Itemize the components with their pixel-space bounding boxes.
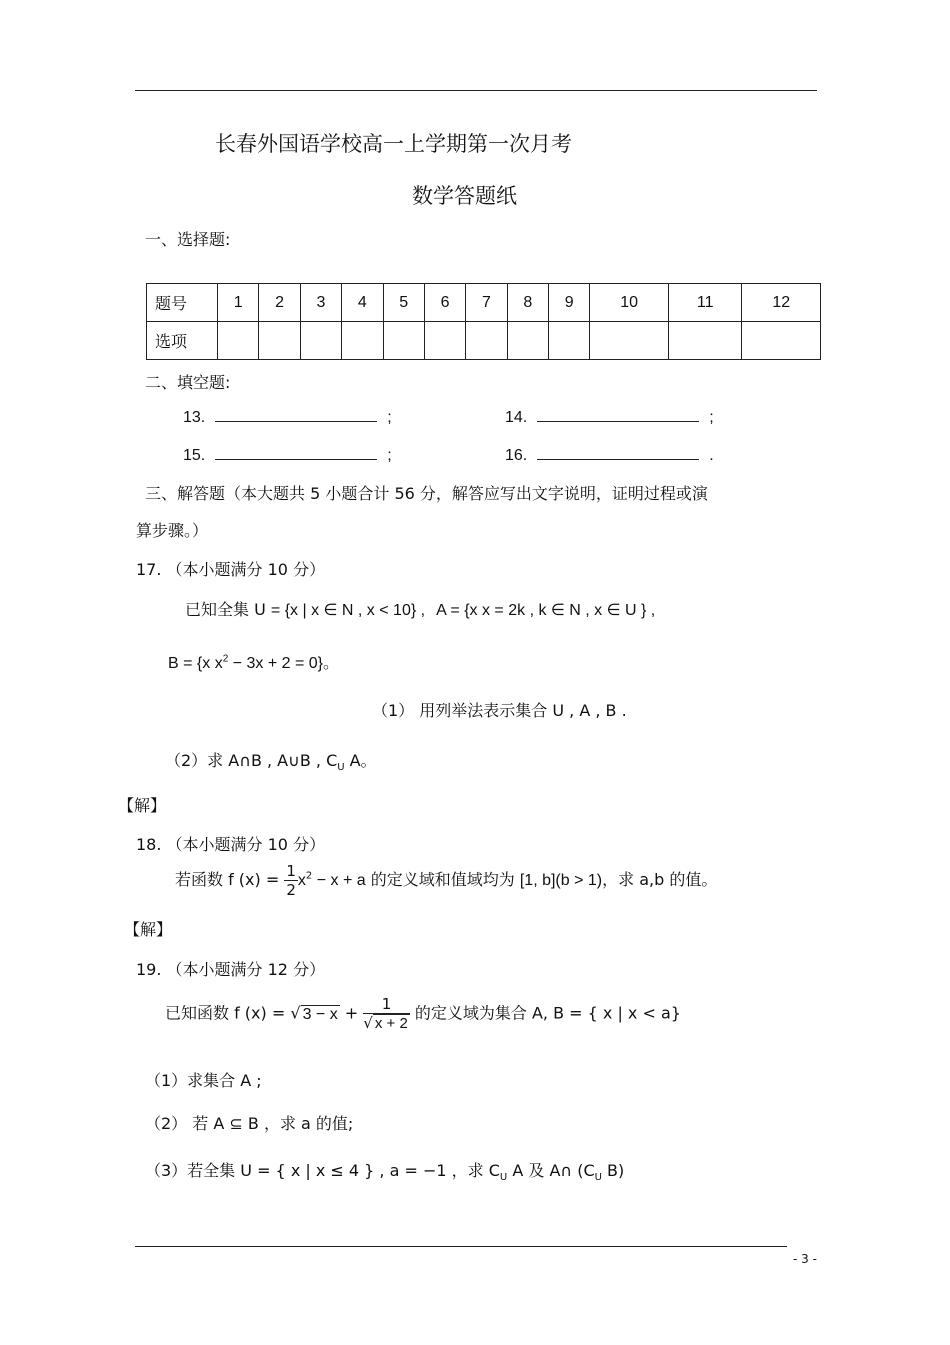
question-number: 11 bbox=[668, 284, 742, 322]
fraction-denominator-expr: x + 2 bbox=[374, 1015, 408, 1032]
q18-condition: (b > 1) bbox=[555, 872, 603, 889]
exponent: 2 bbox=[305, 870, 313, 882]
answer-cell[interactable] bbox=[668, 322, 742, 360]
q17-line2 bbox=[168, 650, 339, 673]
q17-set-a: A = {x x = 2k , k ∈ N , x ∈ U } , bbox=[436, 602, 656, 619]
blank-end: ; bbox=[709, 409, 714, 426]
question-number: 7 bbox=[466, 284, 507, 322]
blank-number: 14. bbox=[505, 409, 528, 426]
blank-line[interactable] bbox=[537, 407, 699, 422]
q19-part3 bbox=[145, 1158, 624, 1183]
table-row-label: 题号 bbox=[147, 284, 218, 322]
blank-end: . bbox=[709, 447, 714, 464]
q19-part3-c: (C bbox=[572, 1161, 595, 1180]
q17-set-b: B = {x x bbox=[168, 655, 223, 672]
subscript: U bbox=[594, 1172, 602, 1184]
q17-set-u: = {x | x ∈ N , x < 10} , bbox=[270, 602, 426, 619]
intersection-symbol: ∩ bbox=[560, 1161, 573, 1180]
q17-part2 bbox=[165, 748, 377, 773]
q17-set-b-rest: − 3x + 2 = 0}。 bbox=[228, 655, 340, 672]
union-symbol: ∪ bbox=[288, 751, 300, 770]
question-number: 6 bbox=[424, 284, 465, 322]
bottom-rule bbox=[135, 1246, 787, 1247]
q18-expr-rest: − x + a bbox=[312, 872, 366, 889]
fill-blank-14 bbox=[505, 407, 714, 427]
blank-number: 13. bbox=[183, 409, 206, 426]
q19-part3-d: B) bbox=[601, 1161, 625, 1180]
section1-heading: 一、选择题: bbox=[145, 230, 231, 249]
fill-blank-16 bbox=[505, 445, 714, 465]
question-number: 3 bbox=[300, 284, 341, 322]
fraction bbox=[363, 995, 410, 1033]
table-row bbox=[147, 284, 821, 322]
q19-part1: （1）求集合 A ; bbox=[145, 1071, 262, 1090]
answer-table bbox=[146, 283, 821, 360]
q17-part1: （1） 用列举法表示集合 U , A , B . bbox=[372, 701, 627, 720]
answer-cell[interactable] bbox=[383, 322, 424, 360]
q17-line1 bbox=[185, 597, 655, 620]
sqrt-icon: √ bbox=[363, 1014, 373, 1032]
answer-cell[interactable] bbox=[259, 322, 300, 360]
fill-blank-13 bbox=[183, 407, 392, 427]
q17-part2-c: B , C bbox=[299, 751, 338, 770]
q19-part2: （2） 若 A ⊆ B ，求 a 的值; bbox=[145, 1114, 354, 1133]
question-number: 5 bbox=[383, 284, 424, 322]
question-number: 4 bbox=[342, 284, 383, 322]
fraction-numerator: 1 bbox=[363, 995, 410, 1014]
answer-cell[interactable] bbox=[424, 322, 465, 360]
answer-cell[interactable] bbox=[507, 322, 548, 360]
answer-cell[interactable] bbox=[590, 322, 669, 360]
q19-tail: 的定义域为集合 A, B = { x | x < a} bbox=[409, 1003, 681, 1023]
q19-title: 19. （本小题满分 12 分） bbox=[136, 960, 326, 979]
q19-sqrt-expr: 3 − x bbox=[302, 1005, 338, 1023]
table-row-label: 选项 bbox=[147, 322, 218, 360]
q19-plus: + bbox=[339, 1003, 364, 1023]
answer-cell[interactable] bbox=[466, 322, 507, 360]
section3-heading-cont: 算步骤。） bbox=[136, 521, 209, 540]
q19-body bbox=[165, 995, 681, 1033]
section2-heading: 二、填空题: bbox=[145, 373, 231, 392]
q18-solution-label: 【解】 bbox=[124, 920, 173, 939]
answer-cell[interactable] bbox=[342, 322, 383, 360]
question-number: 8 bbox=[507, 284, 548, 322]
sqrt-icon: √ bbox=[290, 1003, 301, 1023]
fraction-denominator: 2 bbox=[286, 881, 296, 899]
section3-heading: 三、解答题（本大题共 5 小题合计 56 分，解答应写出文字说明，证明过程或演 bbox=[145, 484, 708, 503]
fraction bbox=[284, 862, 298, 899]
fraction-denominator bbox=[363, 1014, 410, 1033]
fraction-numerator: 1 bbox=[286, 862, 296, 880]
q18-body bbox=[175, 862, 717, 899]
blank-end: ; bbox=[387, 447, 392, 464]
page-subtitle: 数学答题纸 bbox=[412, 184, 517, 208]
q17-solution-label: 【解】 bbox=[118, 796, 167, 815]
q18-intro: 若函数 f (x) = bbox=[175, 870, 280, 889]
q19-intro: 已知函数 f (x) = bbox=[165, 1003, 286, 1023]
intersection-symbol: ∩ bbox=[239, 751, 251, 770]
blank-line[interactable] bbox=[215, 445, 377, 460]
answer-cell[interactable] bbox=[549, 322, 590, 360]
blank-line[interactable] bbox=[537, 445, 699, 460]
q18-title: 18. （本小题满分 10 分） bbox=[136, 835, 326, 854]
top-rule bbox=[135, 90, 817, 91]
q17-part2-d: A。 bbox=[344, 751, 377, 770]
answer-cell[interactable] bbox=[300, 322, 341, 360]
q18-interval: [1, b] bbox=[519, 872, 556, 889]
fill-blank-15 bbox=[183, 445, 392, 465]
page-title: 长春外国语学校高一上学期第一次月考 bbox=[215, 132, 572, 156]
answer-cell[interactable] bbox=[218, 322, 259, 360]
subscript: U bbox=[337, 762, 345, 774]
q17-title: 17. （本小题满分 10 分） bbox=[136, 560, 326, 579]
q19-part3-b: A 及 A bbox=[507, 1161, 561, 1180]
q18-expr: x bbox=[297, 872, 306, 889]
q17-intro: 已知全集 U bbox=[185, 600, 266, 619]
q19-part3-a: （3）若全集 U = { x | x ≤ 4 } , a = −1 ，求 C bbox=[145, 1161, 500, 1180]
question-number: 2 bbox=[259, 284, 300, 322]
q18-mid: 的定义域和值域均为 bbox=[365, 870, 520, 889]
blank-end: ; bbox=[387, 409, 392, 426]
blank-line[interactable] bbox=[215, 407, 377, 422]
question-number: 10 bbox=[590, 284, 669, 322]
q17-part2-a: （2）求 A bbox=[165, 751, 240, 770]
answer-cell[interactable] bbox=[742, 322, 821, 360]
table-row bbox=[147, 322, 821, 360]
q17-part2-b: B , A bbox=[250, 751, 289, 770]
question-number: 1 bbox=[218, 284, 259, 322]
subscript: U bbox=[499, 1172, 508, 1184]
exponent: 2 bbox=[222, 653, 229, 665]
question-number: 12 bbox=[742, 284, 821, 322]
blank-number: 16. bbox=[505, 447, 528, 464]
page-number: - 3 - bbox=[793, 1252, 817, 1266]
q18-tail: ，求 a,b 的值。 bbox=[602, 870, 718, 889]
blank-number: 15. bbox=[183, 447, 206, 464]
question-number: 9 bbox=[549, 284, 590, 322]
